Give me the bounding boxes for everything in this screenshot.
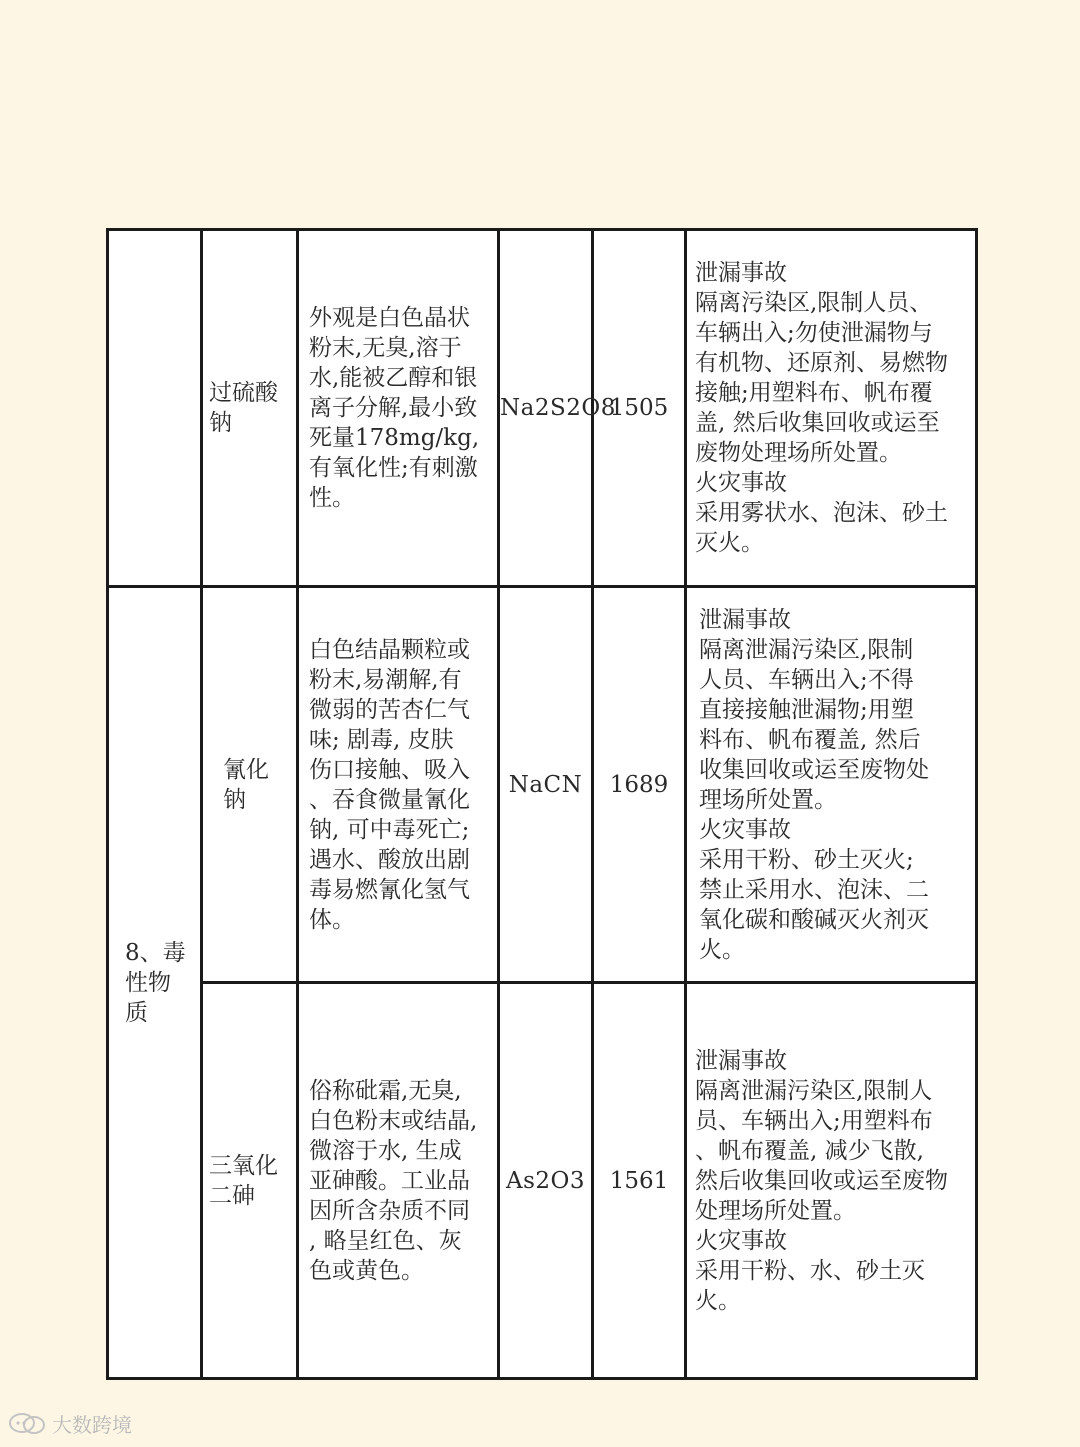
- watermark-text: 大数跨境: [52, 1413, 132, 1437]
- table-row: [106, 984, 978, 1380]
- substance-name: 过硫酸 钠: [203, 228, 299, 588]
- chemical-formula: As2O3: [500, 984, 594, 1380]
- substance-description: 白色结晶颗粒或 粉末,易潮解,有 微弱的苦杏仁气 味; 剧毒, 皮肤 伤口接触、吸入 、吞食微量氰化 钠, 可中毒死亡; 遇水、酸放出剧 毒易燃氰化氢气 体。: [299, 588, 500, 984]
- category-cell-empty: [106, 228, 203, 588]
- emergency-measures: 泄漏事故 隔离泄漏污染区,限制 人员、车辆出入;不得 直接接触泄漏物;用塑 料布、帆布覆盖, 然后 收集回收或运至废物处 理场所处置。 火灾事故 采用干粉、砂土灭火; 禁止采用水、泡沫、二 氧化碳和酸碱灭火剂灭 火。: [687, 588, 978, 984]
- emergency-measures: 泄漏事故 隔离污染区,限制人员、 车辆出入;勿使泄漏物与 有机物、还原剂、易燃物 接触;用塑料布、帆布覆 盖, 然后收集回收或运至 废物处理场所处置。 火灾事故 采用雾状水、泡沫、砂土 灭火。: [687, 228, 978, 588]
- substance-name: 氰化 钠: [203, 588, 299, 984]
- table-row: [106, 228, 978, 588]
- substance-description: 俗称砒霜,无臭, 白色粉末或结晶, 微溶于水, 生成 亚砷酸。工业品 因所含杂质不同 , 略呈红色、灰 色或黄色。: [299, 984, 500, 1380]
- un-number: 1689: [594, 588, 687, 984]
- hazmat-table: [106, 228, 978, 1380]
- category-cell: 8、毒 性物 质: [106, 588, 203, 1380]
- table-row: [106, 588, 978, 984]
- chat-bubble-logo-icon: [8, 1411, 46, 1437]
- un-number: 1505: [594, 228, 687, 588]
- chemical-formula: NaCN: [500, 588, 594, 984]
- substance-name: 三氧化 二砷: [203, 984, 299, 1380]
- un-number: 1561: [594, 984, 687, 1380]
- chemical-formula: Na2S2O8: [500, 228, 594, 588]
- watermark: [8, 1409, 132, 1438]
- substance-description: 外观是白色晶状 粉末,无臭,溶于 水,能被乙醇和银 离子分解,最小致 死量178mg/kg, 有氧化性;有刺激 性。: [299, 228, 500, 588]
- emergency-measures: 泄漏事故 隔离泄漏污染区,限制人 员、车辆出入;用塑料布 、帆布覆盖, 减少飞散, 然后收集回收或运至废物 处理场所处置。 火灾事故 采用干粉、水、砂土灭 火。: [687, 984, 978, 1380]
